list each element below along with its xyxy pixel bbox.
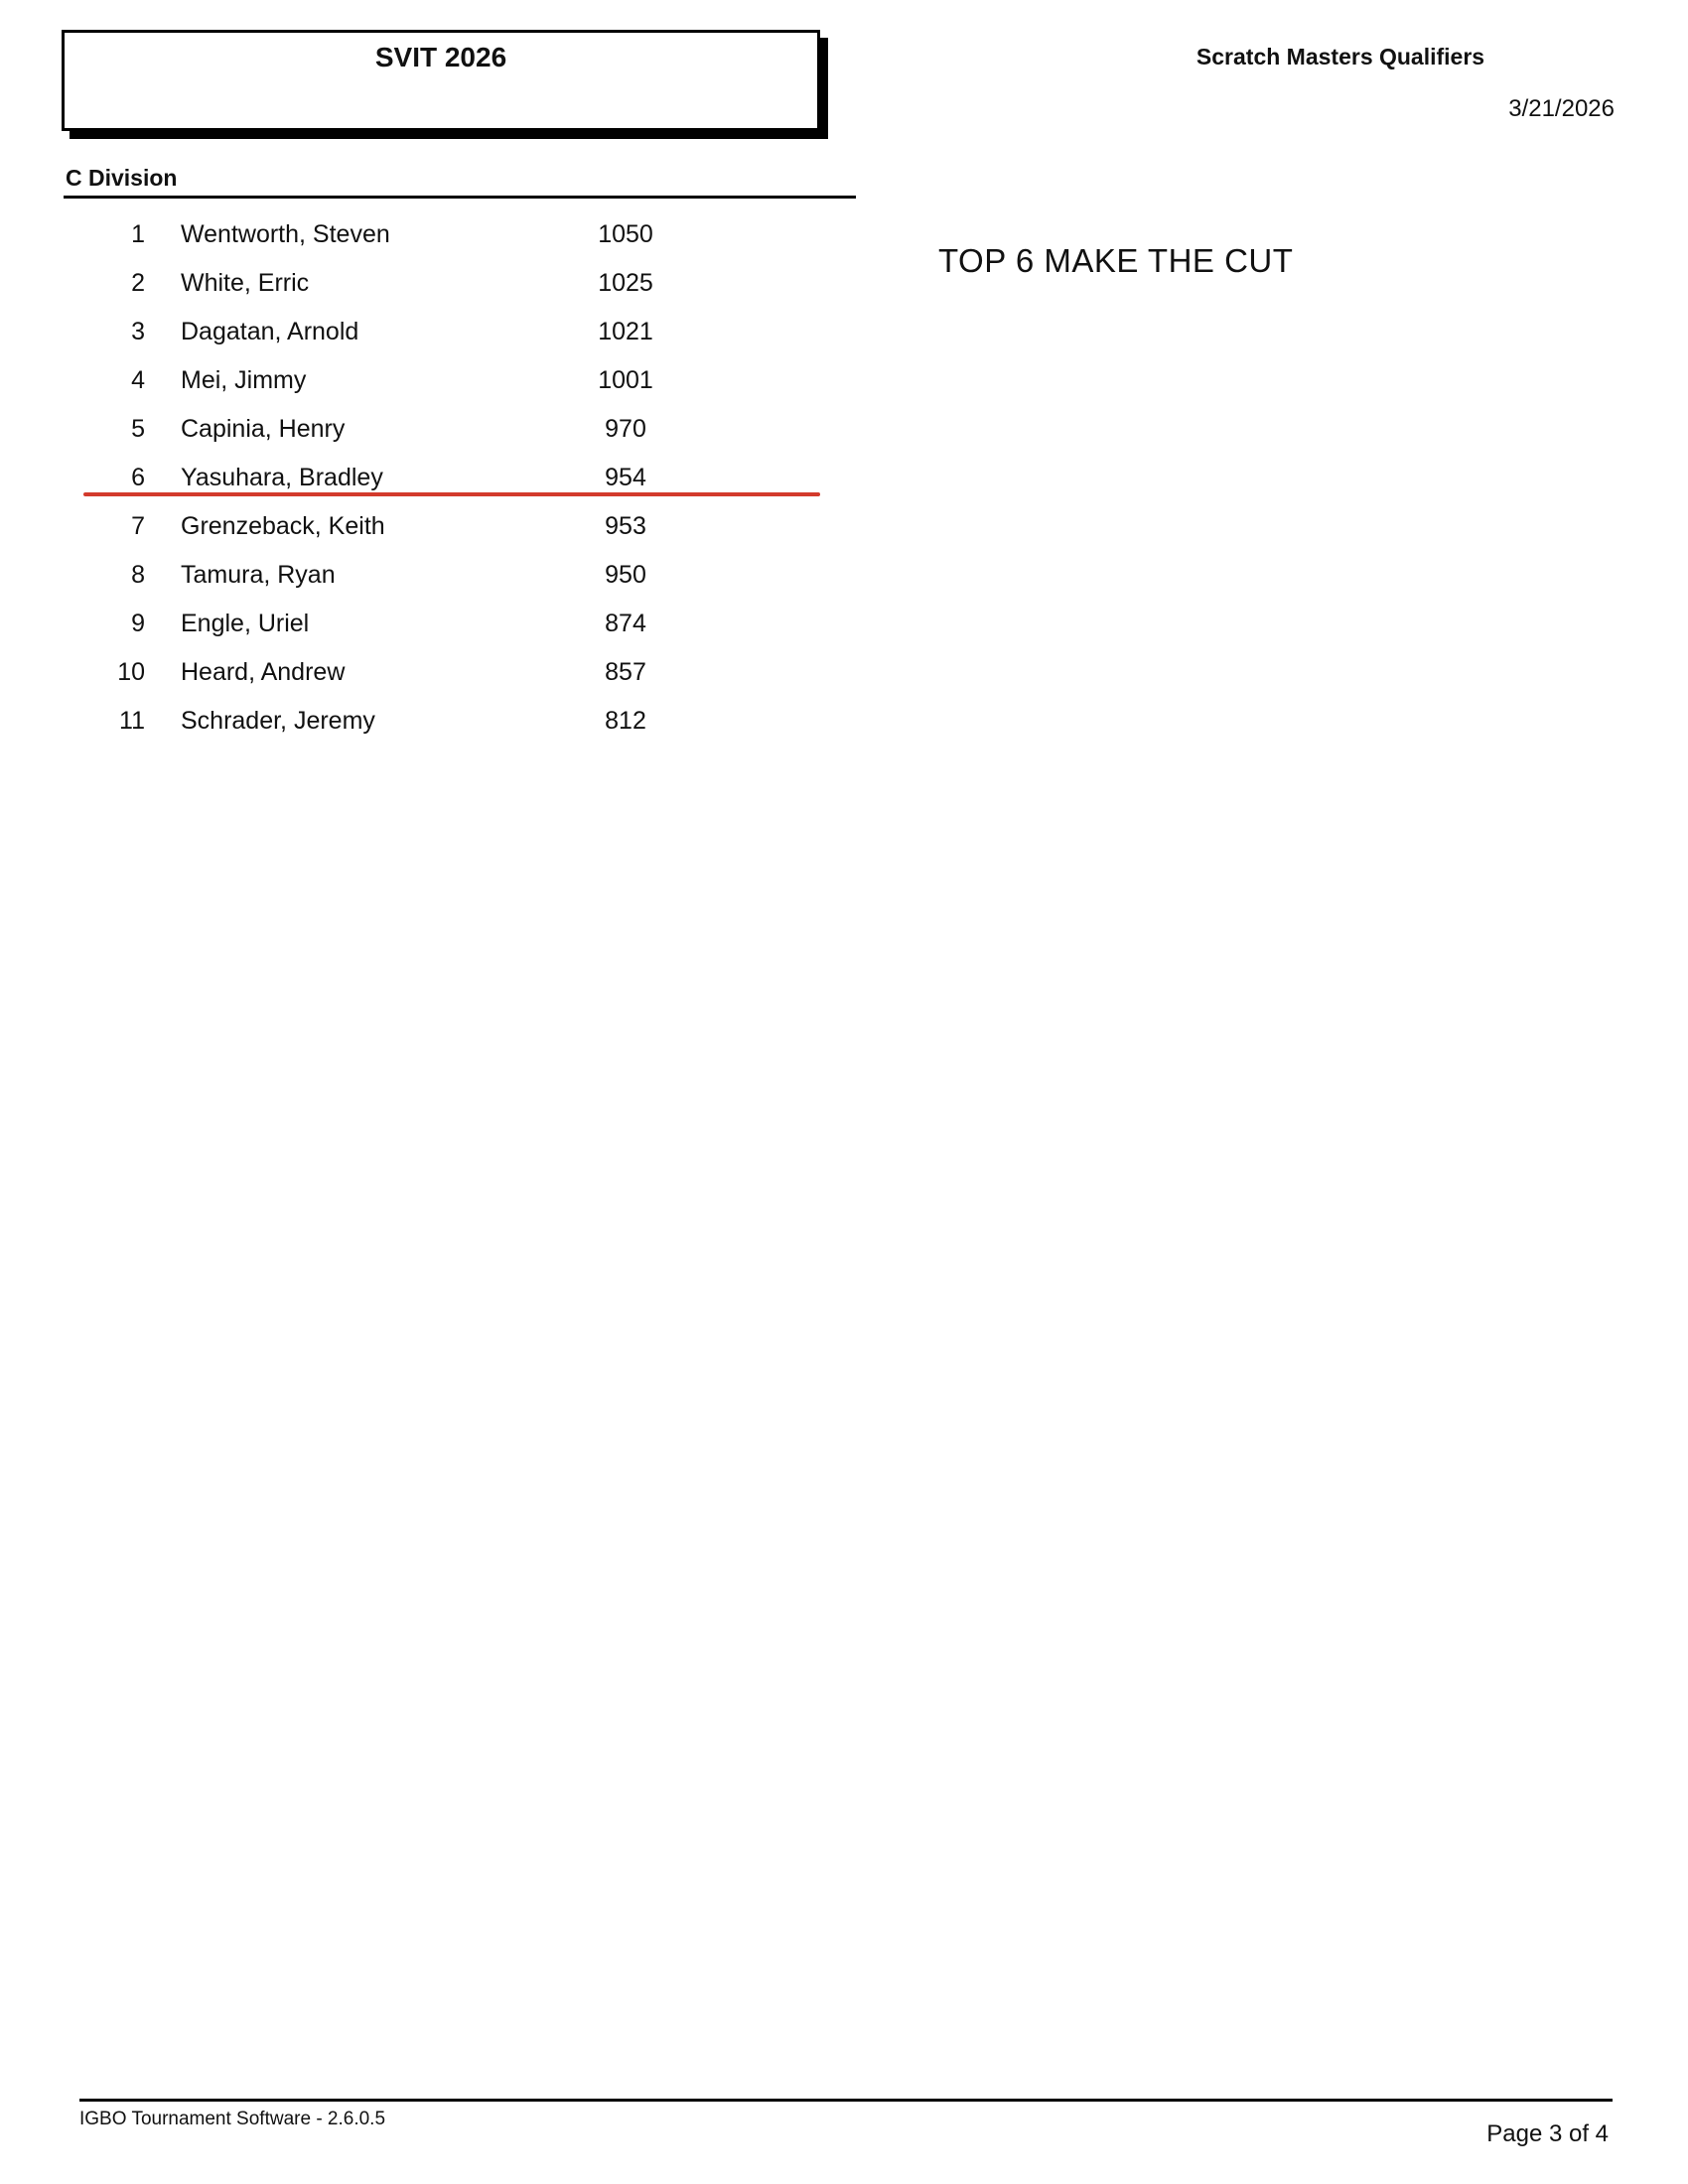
standing-place: 2 (131, 269, 145, 297)
bowler-name: Capinia, Henry (181, 415, 346, 443)
standings-list (64, 210, 858, 746)
standing-row (64, 405, 858, 454)
bowler-score: 1001 (598, 366, 653, 394)
bowler-name: White, Erric (181, 269, 310, 297)
bowler-score: 874 (605, 610, 646, 637)
bowler-score: 812 (605, 707, 646, 735)
bowler-name: Yasuhara, Bradley (181, 464, 383, 491)
bowler-score: 970 (605, 415, 646, 443)
standing-row (64, 259, 858, 308)
footer-rule (79, 2099, 1613, 2102)
bowler-score: 1021 (598, 318, 653, 345)
bowler-name: Tamura, Ryan (181, 561, 336, 589)
standing-row (64, 551, 858, 600)
report-date: 3/21/2026 (1508, 95, 1615, 122)
event-name: Scratch Masters Qualifiers (1196, 44, 1485, 69)
division-heading: C Division (66, 165, 178, 191)
standing-place: 8 (131, 561, 145, 589)
standing-row (64, 600, 858, 648)
software-version: IGBO Tournament Software - 2.6.0.5 (79, 2109, 386, 2129)
standing-place: 10 (117, 658, 145, 686)
page-number: Page 3 of 4 (1486, 2120, 1609, 2147)
standing-place: 11 (119, 707, 145, 735)
bowler-score: 1050 (598, 220, 653, 248)
standing-place: 5 (131, 415, 145, 443)
bowler-score: 1025 (598, 269, 653, 297)
cut-line-marker (83, 492, 820, 496)
bowler-name: Grenzeback, Keith (181, 512, 385, 540)
standing-place: 4 (131, 366, 145, 394)
bowler-score: 953 (605, 512, 646, 540)
standing-row (64, 697, 858, 746)
bowler-name: Mei, Jimmy (181, 366, 307, 394)
bowler-name: Heard, Andrew (181, 658, 346, 686)
bowler-score: 954 (605, 464, 646, 491)
report-title: SVIT 2026 (374, 42, 507, 72)
standing-row (64, 356, 858, 405)
title-box (62, 30, 820, 131)
bowler-name: Engle, Uriel (181, 610, 310, 637)
division-rule (64, 196, 856, 199)
standing-place: 7 (131, 512, 145, 540)
standing-row (64, 210, 858, 259)
standing-place: 6 (131, 464, 145, 491)
cut-note: TOP 6 MAKE THE CUT (938, 242, 1294, 279)
standing-place: 9 (131, 610, 145, 637)
standing-row (64, 308, 858, 356)
standing-place: 1 (131, 220, 145, 248)
standing-row (64, 502, 858, 551)
bowler-name: Schrader, Jeremy (181, 707, 375, 735)
bowler-name: Dagatan, Arnold (181, 318, 359, 345)
bowler-score: 950 (605, 561, 646, 589)
standing-row (64, 648, 858, 697)
standing-place: 3 (131, 318, 145, 345)
bowler-name: Wentworth, Steven (181, 220, 390, 248)
bowler-score: 857 (605, 658, 646, 686)
